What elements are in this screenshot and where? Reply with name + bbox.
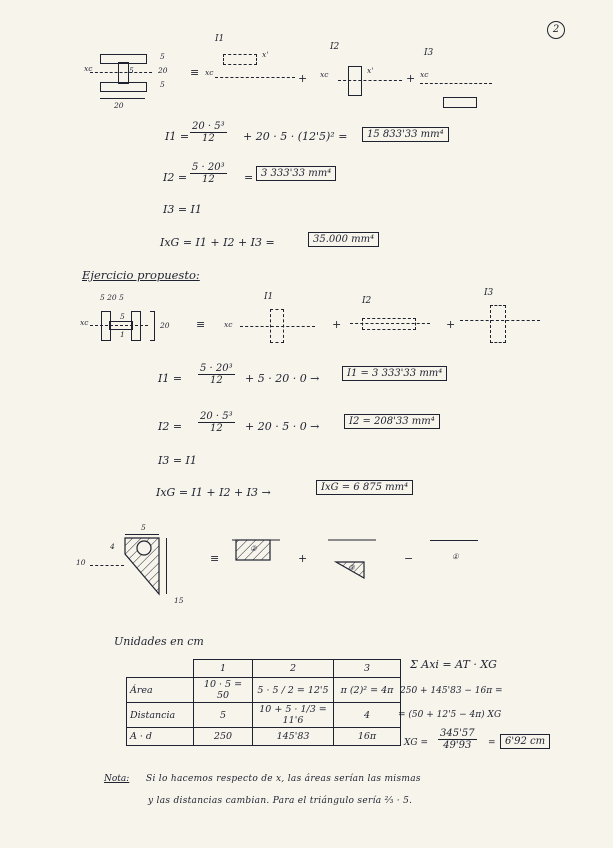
ex2-eq2-frac: $\frac{\text{20 · 5³}}{12}$ (200, 411, 233, 434)
ex2-eq2-lhs: I2 = (158, 420, 183, 433)
table-cell: 4 (334, 703, 401, 728)
table-cell: 10 + 5 · 1/3 = 11'6 (253, 703, 334, 728)
ex2-result-i1: I1 = 3 333'33 mm⁴ (342, 366, 447, 381)
ex2-eq4-lhs: IxG = I1 + I2 + I3 → (156, 486, 271, 499)
ex1-eq2-frac: $\frac{\text{5 · 20³}}{12}$ (192, 162, 225, 185)
table-cell (127, 660, 194, 678)
label-i1: I1 (215, 34, 225, 44)
ex2-label-i1: I1 (264, 292, 274, 302)
xc-label: xc (84, 64, 93, 73)
table-cell: π (2)² = 4π (334, 678, 401, 703)
table-cell: 10 · 5 = 50 (194, 678, 253, 703)
calc-xg-lhs: XG = (404, 738, 428, 748)
note-line-2: y las distancias cambian. Para el triángulo sería ⅔ · 5. (148, 796, 413, 806)
table-cell: 145'83 (253, 728, 334, 746)
fig3-dim-inner: 4 (110, 542, 115, 551)
table-cell: 250 (194, 728, 253, 746)
label-i3: I3 (424, 48, 434, 58)
note-line-1: Si lo hacemos respecto de x, las áreas serían las mismas (146, 774, 421, 784)
dim-20-width: 20 (114, 101, 124, 110)
ex2-eq1-frac: $\frac{\text{5 · 20³}}{12}$ (200, 363, 233, 386)
ex2-label-i3: I3 (484, 288, 494, 298)
table-header-row (127, 660, 401, 678)
ex2-eq3: I3 = I1 (158, 454, 197, 467)
fig3-dim-right: 15 (174, 596, 184, 605)
fig3-dim-top: 5 (141, 523, 146, 532)
table-cell: A · d (127, 728, 194, 746)
ex2-part-i2 (362, 318, 416, 330)
calc-line-2: 250 + 145'83 − 16π = (400, 686, 503, 696)
calc-xg-frac: $\frac{345'57}{49'93}$ (440, 728, 475, 751)
dim-5-top: 5 (160, 52, 165, 61)
units-label: Unidades en cm (114, 635, 204, 648)
table-cell: 16π (334, 728, 401, 746)
ex2-result-i2: I2 = 208'33 mm⁴ (344, 414, 440, 429)
ex2-eq1-lhs: I1 = (158, 372, 183, 385)
ex2-result-ixg: IxG = 6 875 mm⁴ (316, 480, 413, 495)
part-i3-rect (443, 97, 477, 108)
table-row (127, 678, 401, 703)
note-label: Nota: (104, 774, 130, 784)
ex1-eq4-lhs: IxG = I1 + I2 + I3 = (160, 236, 275, 249)
table-cell: 1 (194, 660, 253, 678)
composite-shape-figure (115, 530, 215, 610)
dim-5-inner: 5 (129, 66, 134, 75)
ex1-result-ixg: 35.000 mm⁴ (308, 232, 379, 247)
table-row (127, 703, 401, 728)
ex1-eq2-lhs: I2 = (163, 171, 188, 184)
ex2-part-i3 (490, 305, 506, 343)
table-cell: 5 · 5 / 2 = 12'5 (253, 678, 334, 703)
page-number: 2 (547, 21, 565, 39)
ex2-title: Ejercicio propuesto: (82, 268, 200, 282)
ex1-eq1-lhs: I1 = (165, 130, 190, 143)
part-3-circle-ref (430, 540, 478, 541)
ex1-eq3: I3 = I1 (163, 203, 202, 216)
dim-5-bottom: 5 (160, 80, 165, 89)
table-cell: 5 (194, 703, 253, 728)
calc-line-1: Σ Axi = AT · XG (410, 658, 497, 671)
xg-result: 6'92 cm (500, 734, 550, 749)
table-cell: 3 (334, 660, 401, 678)
part-i2-rect (348, 66, 362, 96)
table-cell: Distancia (127, 703, 194, 728)
calc-line-3: = (50 + 12'5 − 4π) XG (398, 710, 502, 720)
table-row (127, 728, 401, 746)
centroid-table (126, 659, 401, 746)
table-cell: 2 (253, 660, 334, 678)
table-cell: Área (127, 678, 194, 703)
part-i1-rect (223, 54, 257, 65)
label-i2: I2 (330, 42, 340, 52)
part-2-triangle (328, 538, 378, 578)
ex1-result-i2: 3 333'33 mm⁴ (256, 166, 336, 181)
part-1-rectangle (232, 538, 282, 568)
ex1-eq1-frac: $\frac{\text{20 · 5³}}{12}$ (192, 121, 225, 144)
ex1-result-i1: 15 833'33 mm⁴ (362, 127, 449, 142)
ex2-label-i2: I2 (362, 296, 372, 306)
fig3-dim-left: 10 (76, 558, 86, 567)
dim-20: 20 (158, 66, 168, 75)
